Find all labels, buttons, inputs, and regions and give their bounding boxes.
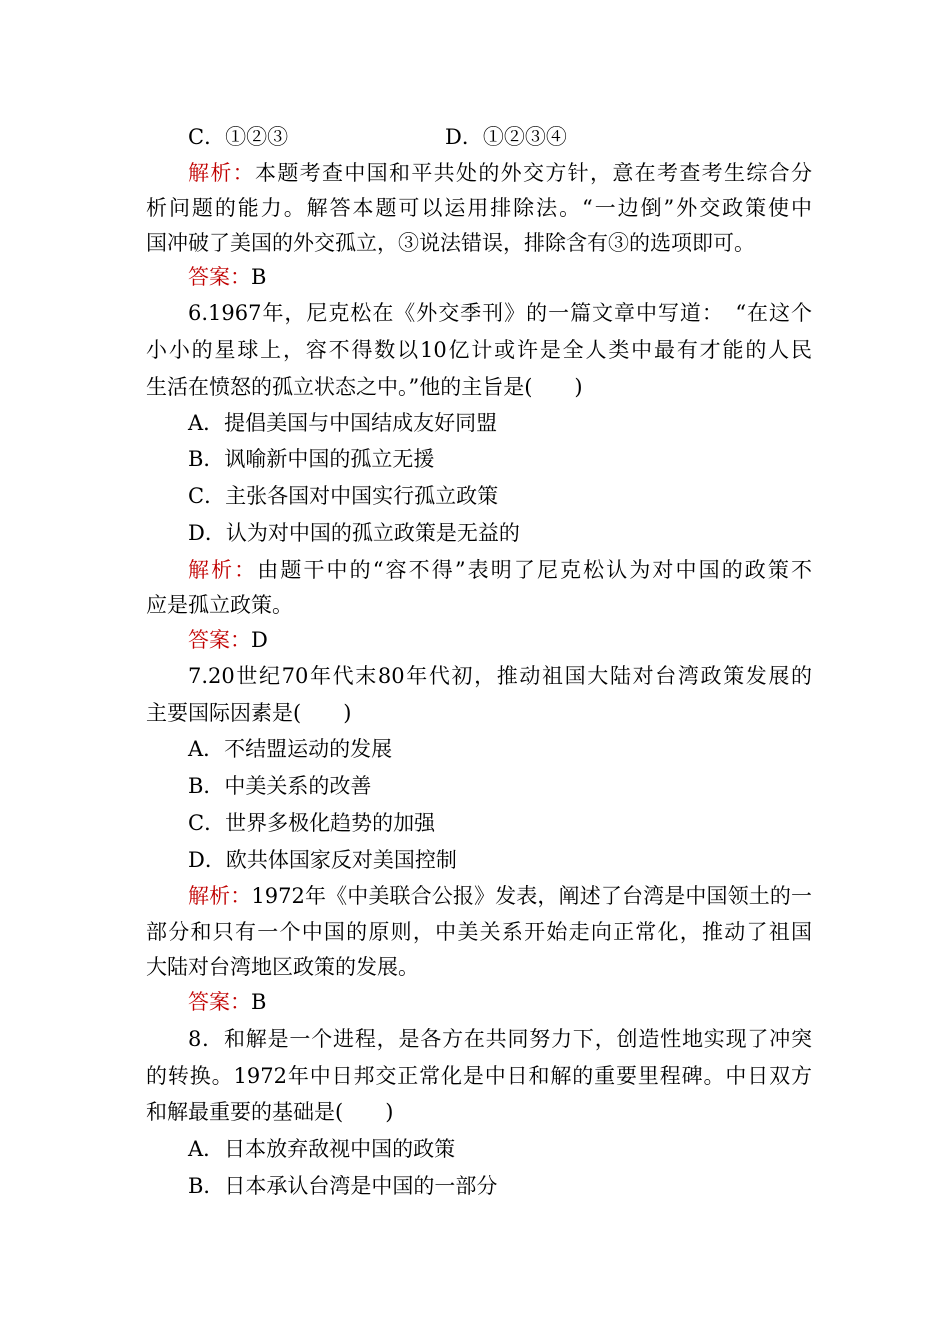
q6-answer-value: D bbox=[251, 628, 268, 652]
q7-stem-line-1: 7.20世纪70年代末80年代初，推动祖国大陆对台湾政策发展的 bbox=[188, 664, 812, 688]
q8-option-a: A．日本放弃敌视中国的政策 bbox=[188, 1137, 456, 1161]
q5-option-d: D．①②③④ bbox=[445, 125, 567, 149]
q8-stem-line-2: 的转换。1972年中日邦交正常化是中日和解的重要里程碑。中日双方 bbox=[146, 1064, 812, 1088]
q5-analysis-line-2: 析问题的能力。解答本题可以运用排除法。“一边倒”外交政策使中 bbox=[146, 196, 812, 220]
q6-stem-line-1: 6.1967年，尼克松在《外交季刊》的一篇文章中写道： “在这个 bbox=[188, 301, 812, 325]
q7-option-a: A．不结盟运动的发展 bbox=[188, 737, 393, 761]
q7-analysis-label: 解析： bbox=[188, 884, 252, 908]
q6-analysis-label: 解析： bbox=[188, 558, 258, 582]
q7-analysis-line-2: 部分和只有一个中国的原则，中美关系开始走向正常化，推动了祖国 bbox=[146, 920, 812, 944]
q6-stem-line-2: 小小的星球上，容不得数以10亿计或许是全人类中最有才能的人民 bbox=[146, 338, 812, 362]
q7-analysis-line-3: 大陆对台湾地区政策的发展。 bbox=[146, 955, 419, 979]
q5-options-row bbox=[188, 122, 854, 152]
q8-stem-line-1: 8．和解是一个进程，是各方在共同努力下，创造性地实现了冲突 bbox=[188, 1027, 812, 1051]
q6-option-c: C．主张各国对中国实行孤立政策 bbox=[188, 484, 499, 508]
q7-option-d: D．欧共体国家反对美国控制 bbox=[188, 848, 457, 872]
q8-option-b: B．日本承认台湾是中国的一部分 bbox=[188, 1174, 498, 1198]
q6-option-a: A．提倡美国与中国结成友好同盟 bbox=[188, 411, 498, 435]
q8-stem-line-3: 和解最重要的基础是( ) bbox=[146, 1100, 394, 1124]
q6-stem-line-3: 生活在愤怒的孤立状态之中。”他的主旨是( ) bbox=[146, 375, 583, 399]
q5-answer bbox=[188, 262, 854, 292]
q5-analysis-line-1: 解析：本题考查中国和平共处的外交方针，意在考查考生综合分 bbox=[188, 161, 812, 185]
q7-answer bbox=[188, 987, 854, 1017]
q6-answer bbox=[188, 625, 854, 655]
q7-option-b: B．中美关系的改善 bbox=[188, 774, 372, 798]
q5-option-c: C．①②③ bbox=[188, 125, 289, 149]
q6-option-b: B．讽喻新中国的孤立无援 bbox=[188, 447, 435, 471]
q5-answer-value: B bbox=[251, 265, 267, 289]
q5-analysis-line-3: 国冲破了美国的外交孤立，③说法错误，排除含有③的选项即可。 bbox=[146, 231, 755, 255]
q6-option-d: D．认为对中国的孤立政策是无益的 bbox=[188, 521, 520, 545]
q5-analysis-label: 解析： bbox=[188, 161, 255, 185]
q6-analysis-line-2: 应是孤立政策。 bbox=[146, 593, 293, 617]
q7-answer-value: B bbox=[251, 990, 267, 1014]
q5-answer-label: 答案： bbox=[188, 265, 251, 289]
q7-answer-label: 答案： bbox=[188, 990, 251, 1014]
q6-answer-label: 答案： bbox=[188, 628, 251, 652]
q7-analysis-line-1: 解析：1972年《中美联合公报》发表，阐述了台湾是中国领土的一 bbox=[188, 884, 813, 908]
q7-option-c: C．世界多极化趋势的加强 bbox=[188, 811, 436, 835]
q7-stem-line-2: 主要国际因素是( ) bbox=[146, 701, 352, 725]
q6-analysis-line-1: 解析：由题干中的“容不得”表明了尼克松认为对中国的政策不 bbox=[188, 558, 812, 582]
